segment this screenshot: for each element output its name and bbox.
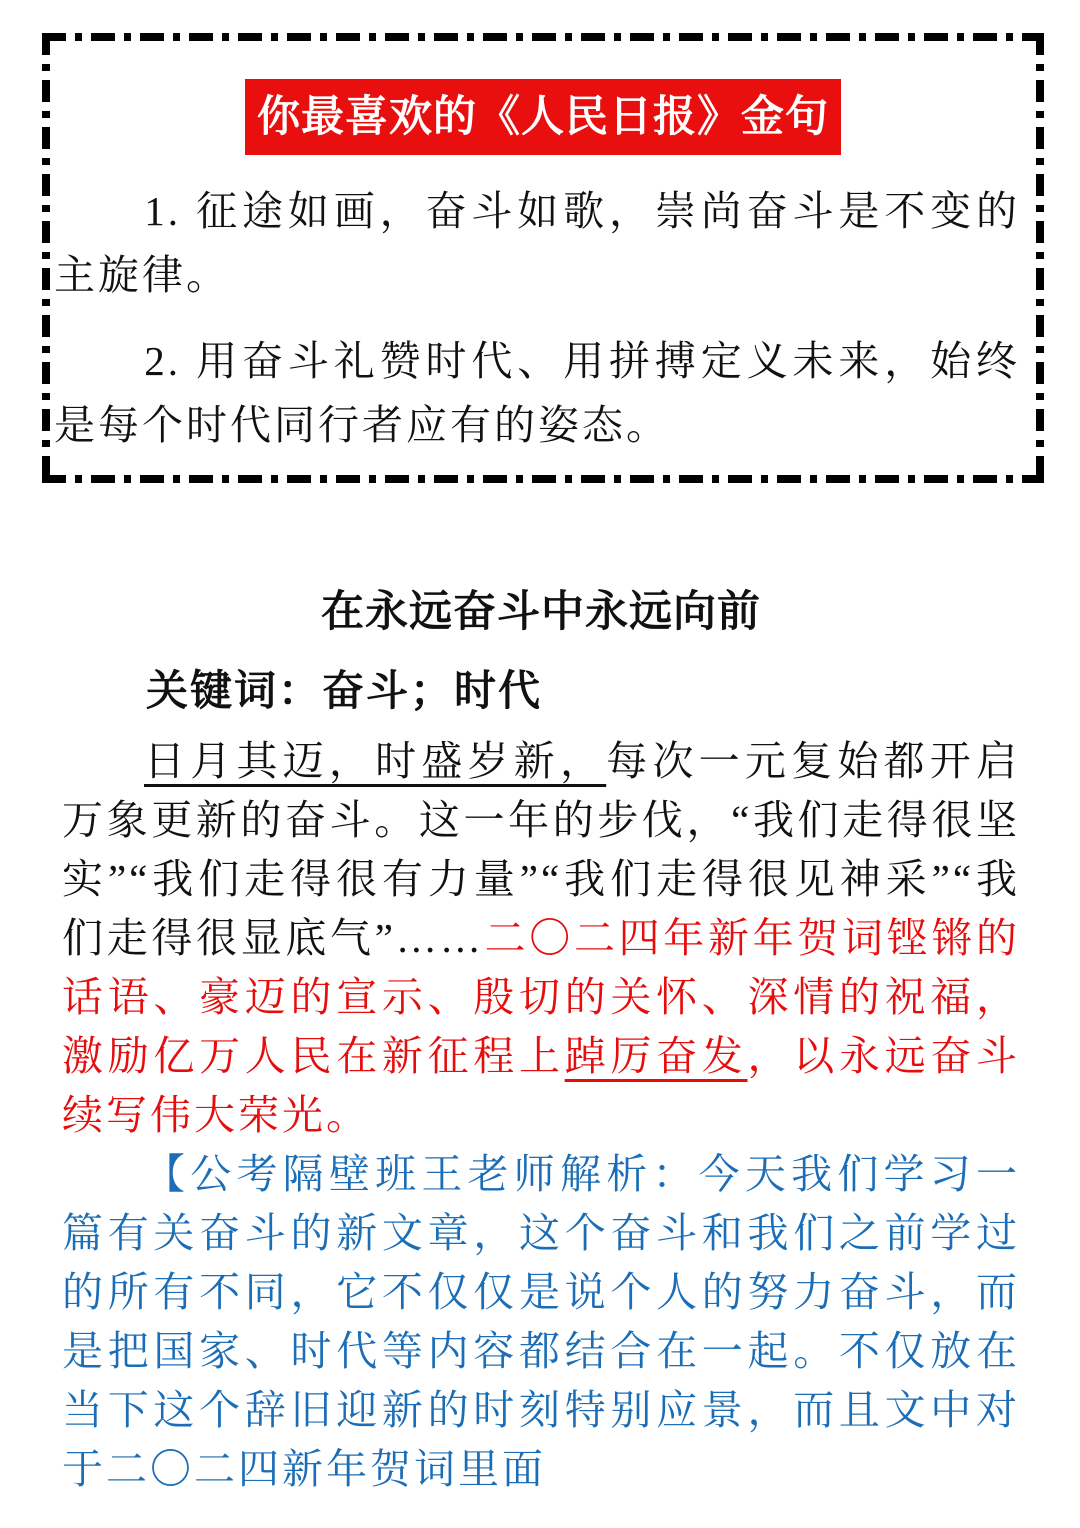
banner-wrap [50, 79, 1036, 155]
dashed-border-right [1036, 33, 1044, 483]
quote-box-content [50, 41, 1036, 475]
article-title: 在永远奋斗中永远向前 [321, 589, 761, 636]
quote-item-1: 1. 征途如画，奋斗如歌，崇尚奋斗是不变的主旋律。 [54, 188, 1020, 298]
paragraph-intro [62, 732, 1020, 1145]
intro-black-text: 每次一元复始都开启万象更新的奋斗。这一年的步伐，“我们走得很坚实”“我们走得很有力量”“我们走得很见神采”“我们走得很显底气”…… [62, 738, 1021, 961]
dashed-border-top [42, 33, 1044, 41]
teacher-note-paragraph: 【公考隔壁班王老师解析：今天我们学习一篇有关奋斗的新文章，这个奋斗和我们之前学过的所有不同，它不仅仅是说个人的努力奋斗，而是把国家、时代等内容都结合在一起。不仅放在当下这个辞旧迎新的时刻特别应景，而且文中对于二〇二四新年贺词里面 [62, 1151, 1020, 1492]
red-underlined-phrase: 踔厉奋发 [564, 1033, 748, 1079]
red-highlight-text-end: ，以永远奋斗续写伟大荣光。 [62, 1033, 1021, 1138]
article [62, 583, 1020, 1499]
keywords-line: 关键词：奋斗；时代 [146, 669, 543, 715]
dashed-border-left [42, 33, 50, 483]
banner-title: 你最喜欢的《人民日报》金句 [245, 79, 841, 155]
red-highlight-text: 二〇二四年新年贺词铿锵的话语、豪迈的宣示、殷切的关怀、深情的祝福，激励亿万人民在新征程上 [62, 915, 1021, 1079]
quote-item-2: 2. 用奋斗礼赞时代、用拼搏定义未来，始终是每个时代同行者应有的姿态。 [54, 338, 1020, 448]
quote-box [42, 33, 1044, 483]
underlined-phrase: 日月其迈，时盛岁新， [144, 738, 607, 784]
dashed-border-bottom [42, 475, 1044, 483]
